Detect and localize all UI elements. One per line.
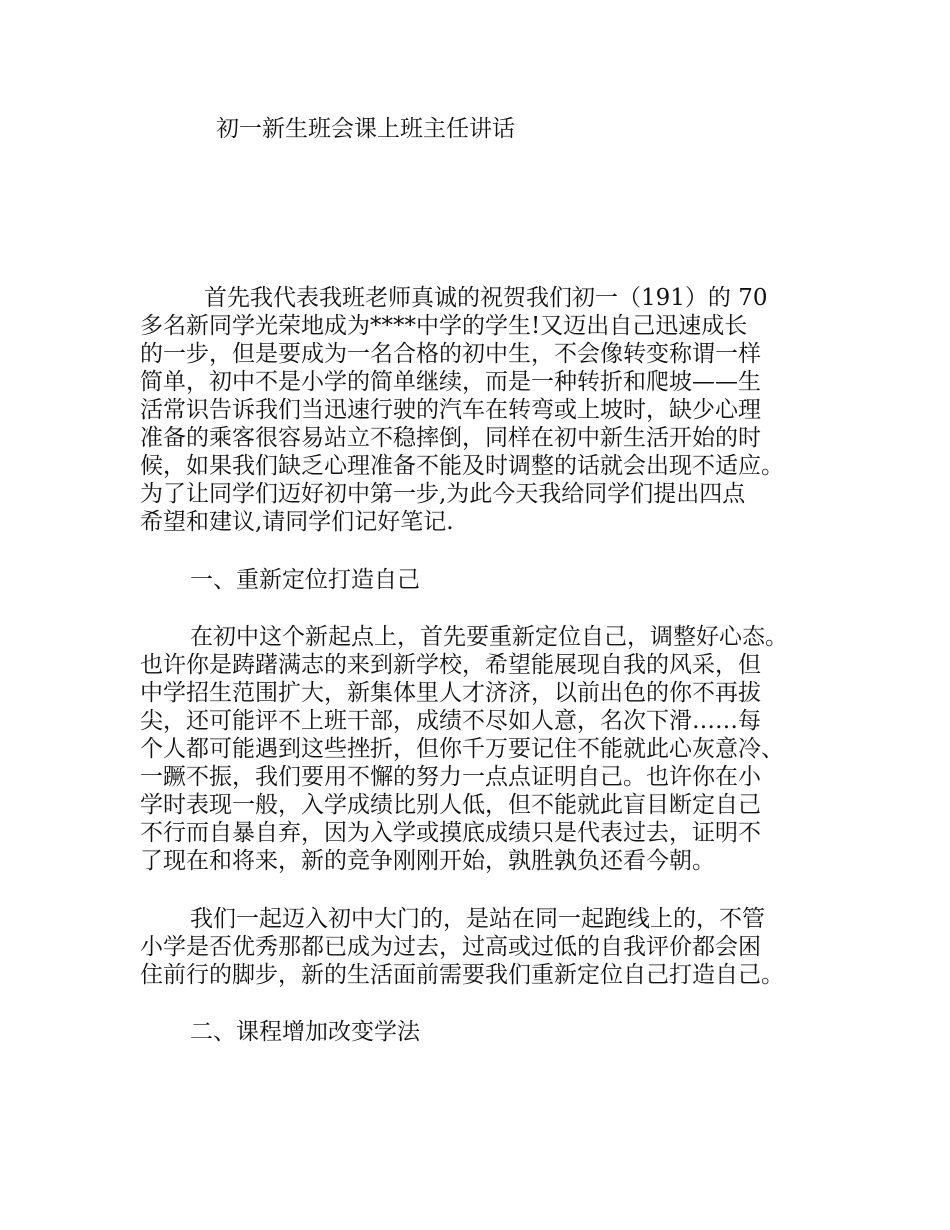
paragraph-1-line-1: 首先我代表我班老师真诚的祝贺我们初一（191）的 70 [204,285,768,311]
section-heading-1: 一、重新定位打造自己 [190,567,420,593]
paragraph-2-line-9: 了现在和将来，新的竞争刚刚开始，孰胜孰负还看今朝。 [140,848,715,874]
paragraph-2-line-3: 中学招生范围扩大，新集体里人才济济，以前出色的你不再拔 [140,680,761,706]
paragraph-1-line-3: 的一步，但是要成为一名合格的初中生，不会像转变称谓一样 [140,341,761,367]
paragraph-1-line-8: 为了让同学们迈好初中第一步,为此今天我给同学们提出四点 [140,481,746,507]
paragraph-2-line-5: 个人都可能遇到这些挫折，但你千万要记住不能就此心灰意冷、 [140,736,784,762]
paragraph-2-line-2: 也许你是踌躇满志的来到新学校，希望能展现自我的风采，但 [140,652,761,678]
section-heading-2: 二、课程增加改变学法 [190,1019,420,1045]
paragraph-2-line-7: 学时表现一般，入学成绩比别人低，但不能就此盲目断定自己 [140,792,761,818]
paragraph-1-line-2: 多名新同学光荣地成为****中学的学生!又迈出自己迅速成长 [140,313,748,339]
paragraph-1-line-9: 希望和建议,请同学们记好笔记. [140,509,454,535]
paragraph-2-line-1: 在初中这个新起点上，首先要重新定位自己，调整好心态。 [190,624,788,650]
paragraph-2-line-6: 一蹶不振，我们要用不懈的努力一点点证明自己。也许你在小 [140,764,761,790]
document-title: 初一新生班会课上班主任讲话 [216,116,515,142]
paragraph-1-line-7: 候，如果我们缺乏心理准备不能及时调整的话就会出现不适应。 [140,453,784,479]
paragraph-3-line-2: 小学是否优秀那都已成为过去，过高或过低的自我评价都会困 [140,934,761,960]
paragraph-1-line-6: 准备的乘客很容易站立不稳摔倒，同样在初中新生活开始的时 [140,425,761,451]
paragraph-1-line-4: 简单，初中不是小学的简单继续，而是一种转折和爬坡——生 [140,369,761,395]
paragraph-2-line-4: 尖，还可能评不上班干部，成绩不尽如人意，名次下滑……每 [140,708,761,734]
paragraph-1-line-5: 活常识告诉我们当迅速行驶的汽车在转弯或上坡时，缺少心理 [140,397,761,423]
paragraph-2-line-8: 不行而自暴自弃，因为入学或摸底成绩只是代表过去，证明不 [140,820,761,846]
paragraph-3-line-3: 住前行的脚步，新的生活面前需要我们重新定位自己打造自己。 [140,962,784,988]
paragraph-3-line-1: 我们一起迈入初中大门的，是站在同一起跑线上的，不管 [190,906,765,932]
